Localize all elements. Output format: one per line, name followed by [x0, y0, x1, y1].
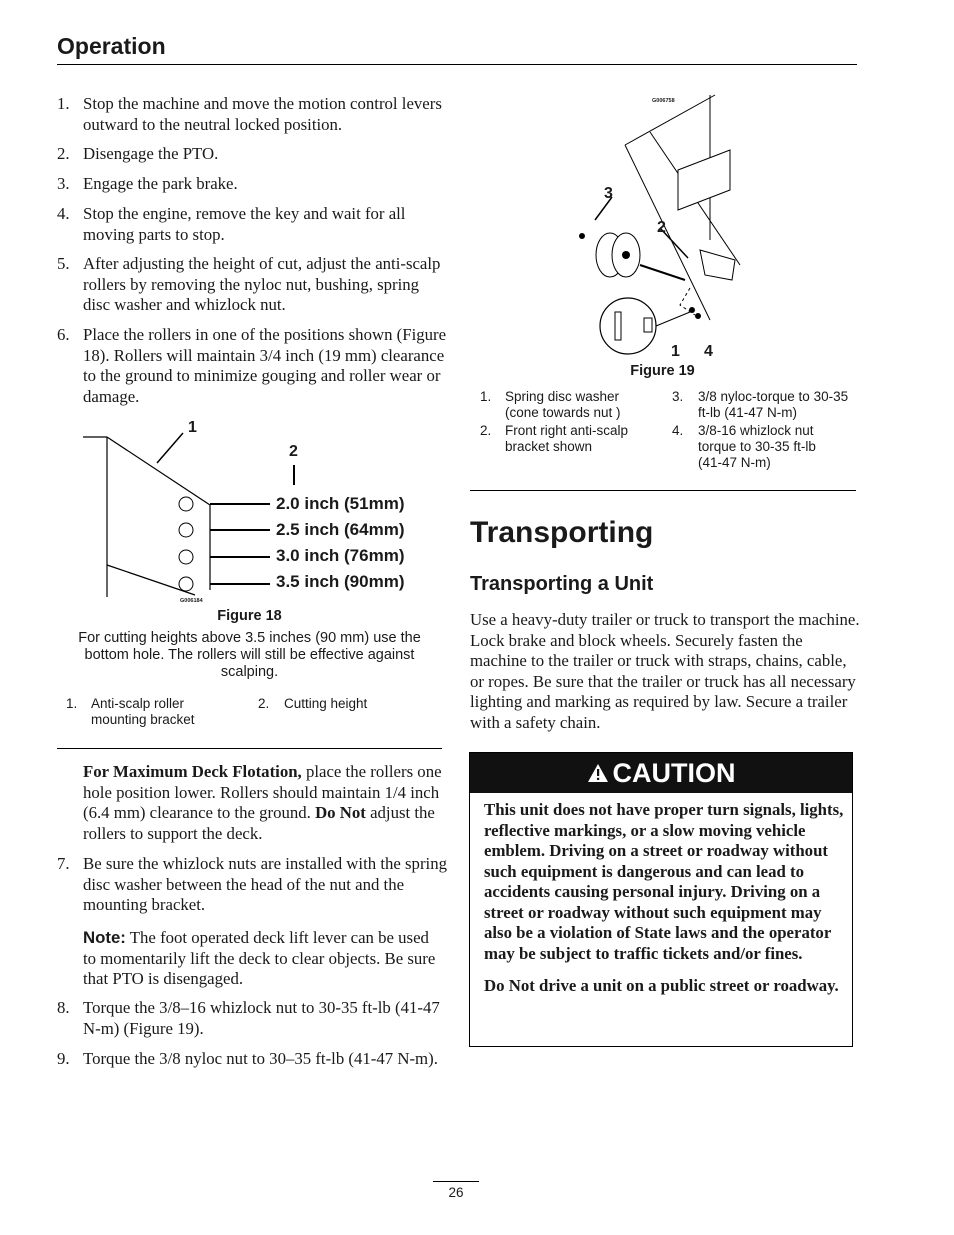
- note-paragraph: [83, 928, 445, 990]
- step-number: 9.: [57, 1049, 70, 1068]
- section-title: Operation: [57, 33, 166, 59]
- step-4: [57, 204, 447, 245]
- flotation-lead: For Maximum Deck Flotation,: [83, 762, 302, 781]
- page-number-rule: [433, 1181, 479, 1182]
- figure-18-divider: [57, 748, 442, 749]
- legend-text: 3/8-16 whizlock nut torque to 30-35 ft-lb (41-47 N-m): [698, 423, 816, 470]
- legend-number: 2.: [258, 696, 270, 711]
- legend-text: Front right anti-scalp bracket shown: [505, 423, 629, 454]
- caution-paragraph-2: Do Not drive a unit on a public street or roadway.: [484, 976, 839, 995]
- step-text: Be sure the whizlock nuts are installed with the spring disc washer between the head of the nut and the mounting bracket.: [83, 854, 447, 914]
- step-6: [57, 325, 447, 407]
- caution-title: CAUTION: [612, 758, 736, 788]
- caution-header: [470, 753, 852, 793]
- nyloc-nut: [579, 233, 585, 239]
- step-5: [57, 254, 447, 316]
- figure-code: G006758: [652, 98, 675, 104]
- figure-18-legend: [57, 696, 442, 730]
- legend-text: Anti-scalp roller mounting bracket: [91, 696, 195, 727]
- bracket-diagonal-edge: [107, 437, 210, 505]
- step-text: Torque the 3/8 nyloc nut to 30–35 ft-lb (41-47 N-m).: [83, 1049, 438, 1068]
- legend-number: 2.: [480, 423, 492, 438]
- roller-hole: [179, 550, 193, 564]
- step-1: [57, 94, 447, 135]
- warning-icon: [587, 763, 609, 783]
- step-text: Place the rollers in one of the positions shown (Figure 18). Rollers will maintain 3/4 inch (19 mm) clearance to the ground to minimize gouging and roller wear or damage.: [83, 325, 447, 406]
- step-number: 3.: [57, 174, 70, 193]
- note-label: Note:: [83, 928, 126, 947]
- whizlock-nut: [695, 313, 701, 319]
- figure-18-caption: Figure 18: [217, 608, 282, 624]
- step-number: 2.: [57, 144, 70, 163]
- transporting-body: Use a heavy-duty trailer or truck to transport the machine. Lock brake and block wheels. Securely fasten the machine to the trailer or truck with straps, chains, cable, or ropes. Be sure that the trailer or truck has all necessary lighting and marking as required by law. Secure a trailer with a safety chain.: [470, 610, 860, 732]
- step-number: 7.: [57, 854, 70, 873]
- legend-number: 1.: [480, 389, 492, 404]
- legend-text: 3/8 nyloc-torque to 30-35 ft-lb (41-47 N-m): [698, 389, 849, 420]
- roller-hole: [179, 497, 193, 511]
- roller-hole: [179, 577, 193, 591]
- step-number: 8.: [57, 998, 70, 1017]
- step-number: 6.: [57, 325, 70, 344]
- flotation-paragraph: [83, 762, 445, 844]
- height-label: 3.0 inch (76mm): [276, 546, 405, 565]
- caution-box: [469, 752, 853, 1047]
- transporting-heading: Transporting: [470, 516, 654, 549]
- height-label: 2.5 inch (64mm): [276, 520, 405, 539]
- transporting-subheading: Transporting a Unit: [470, 573, 654, 595]
- page-number: 26: [448, 1185, 464, 1200]
- legend-text: Spring disc washer (cone towards nut ): [505, 389, 621, 420]
- figure-19-caption: Figure 19: [630, 363, 695, 379]
- roller-hole: [179, 523, 193, 537]
- step-7: [57, 854, 447, 916]
- flotation-text: place the rollers one hole position lower. Rollers should maintain 1/4 inch (6.4 mm) clearance to the ground.: [83, 762, 442, 822]
- figure-18-note: For cutting heights above 3.5 inches (90 mm) use the bottom hole. The rollers will still be effective against scalping.: [78, 630, 421, 680]
- step-9: [57, 1049, 447, 1070]
- step-3: [57, 174, 447, 195]
- note-text: The foot operated deck lift lever can be used to momentarily lift the deck to clear objects. Be sure that PTO is disengaged.: [83, 928, 436, 988]
- caution-body: [484, 800, 844, 997]
- legend-number: 4.: [672, 423, 684, 438]
- washer-detail-plate: [615, 312, 621, 340]
- legend-number: 3.: [672, 389, 684, 404]
- step-text: Stop the engine, remove the key and wait for all moving parts to stop.: [83, 204, 406, 244]
- step-8: [57, 998, 447, 1039]
- legend-text: Cutting height: [284, 696, 368, 711]
- step-number: 5.: [57, 254, 70, 273]
- step-number: 1.: [57, 94, 70, 113]
- figure-18-callout-2: 2: [289, 443, 298, 460]
- flotation-text-2: adjust the rollers to support the deck.: [83, 803, 435, 843]
- step-text: Disengage the PTO.: [83, 144, 219, 163]
- callout-1-leader: [157, 433, 183, 463]
- figure-19-callout-3: 3: [604, 185, 613, 202]
- figure-19-callout-2: 2: [657, 219, 666, 236]
- figure-18-callout-1: 1: [188, 419, 197, 436]
- figure-19-callout-1: 1: [671, 343, 680, 360]
- step-text: Torque the 3/8–16 whizlock nut to 30-35 ft-lb (41-47 N-m) (Figure 19).: [83, 998, 440, 1038]
- figure-code: G006184: [180, 598, 203, 604]
- step-text: After adjusting the height of cut, adjust the anti-scalp rollers by removing the nyloc nut, bushing, spring disc washer and whizlock nut.: [83, 254, 441, 314]
- height-label: 2.0 inch (51mm): [276, 494, 405, 513]
- flotation-do-not: Do Not: [315, 803, 366, 822]
- figure-19-divider: [470, 490, 856, 491]
- legend-number: 1.: [66, 696, 78, 711]
- roller-bolt: [640, 265, 685, 280]
- roller-axle: [622, 251, 630, 259]
- step-number: 4.: [57, 204, 70, 223]
- step-text: Stop the machine and move the motion control levers outward to the neutral locked position.: [83, 94, 442, 134]
- height-label: 3.5 inch (90mm): [276, 572, 405, 591]
- figure-19-legend: [470, 389, 855, 471]
- spring-washer: [689, 307, 695, 313]
- step-text: Engage the park brake.: [83, 174, 238, 193]
- step-2: [57, 144, 447, 165]
- washer-detail-nut: [644, 318, 652, 332]
- header-rule: [57, 64, 857, 65]
- caution-paragraph-1: This unit does not have proper turn signals, lights, reflective markings, or a slow moving vehicle emblem. Driving on a street or roadway without such equipment is dangerous and can lead to accidents causing personal injury. Driving on a street or roadway without such equipment may also be a violation of State laws and the operator may be subject to traffic tickets and/or fines.: [484, 800, 844, 963]
- figure-19-callout-4: 4: [704, 343, 713, 360]
